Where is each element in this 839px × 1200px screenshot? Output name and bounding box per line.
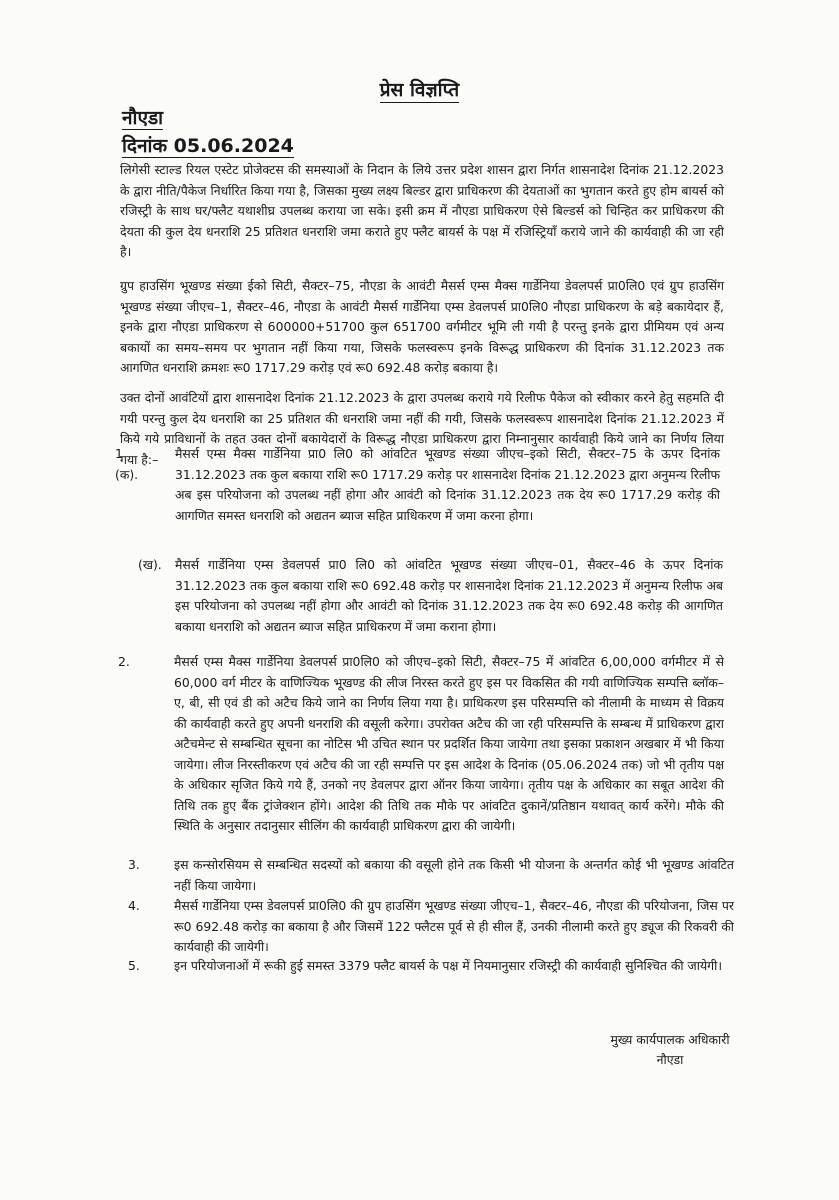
item-number: 1 (क). bbox=[115, 446, 139, 482]
item-text: मैसर्स एम्स मैक्स गार्डेनिया डेवलपर्स प्रा0लि0 को जीएच–इको सिटी, सैक्टर–75 में आंवटित 6,00,000 वर्गमीटर में से 60,000 वर्ग मीटर के वाणिज्यिक भूखण्ड की लीज निरस्त करते हुए इस पर विकसित की गयी वाणिज्यिक सम्पत्ति ब्लॉक–ए, बी, सी एवं डी को अटैच किये जाने का निर्णय लिया गया है। प्राधिकरण इस परिसम्पत्ति को नीलामी के माध्यम से विक्रय की कार्यवाही करते हुए अपनी धनराशि की वसूली करेगा। उपरोक्त अटैच की जा रही परिसम्पत्ति के सम्बन्ध में प्राधिकरण द्वारा अटैचमेन्ट से सम्बन्धित सूचना का नोटिस भी उचित स्थान पर प्रदर्शित किया जायेगा तथा इसका प्रकाशन अखबार में भी किया जायेगा। लीज निरस्तीकरण एवं अटैच की जा रही सम्पत्ति पर इस आदेश के दिनांक (05.06.2024 तक) जो भी तृतीय पक्ष के अधिकार सृजित किये गये हैं, उनको नए डेवलपर द्वारा ऑनर किया जायेगा। तृतीय पक्ष के अधिकार का सबूत आदेश की तिथि तक हुए बैंक ट्रांजेक्शन होंगे। आदेश की तिथि तक मौके पर आंवटित दुकानें/प्रतिष्ठान यथावत् कार्य करेंगे। मौके की स्थिति के अनुसार तदानुसार सीलिंग की कार्यवाही प्राधिकरण द्वारा की जायेगी। bbox=[174, 654, 724, 833]
paragraph-defaulters-details: ग्रुप हाउसिंग भूखण्ड संख्या ईको सिटी, सैक्टर–75, नौएडा के आवंटी मैसर्स एम्स मैक्स गार्डेनिया डेवलपर्स प्रा0लि0 एवं ग्रुप हाउसिंग भूखण्ड संख्या जीएच–1, सैक्टर–46, नौएडा के आवंटी मैसर्स गार्डेनिया एम्स डेवलपर्स प्रा0लि0 नौएडा प्राधिकरण के बड़े बकायेदार हैं, इनके द्वारा नौएडा प्राधिकरण से 600000+51700 कुल 651700 वर्गमीटर भूमि ली गयी है परन्तु इनके द्वारा प्रीमियम एवं अन्य बकायों का समय–समय पर भुगतान नहीं किया गया, जिसके फलस्वरूप इनके विरूद्ध प्राधिकरण की दिनांक 31.12.2023 तक आगणित धनराशि क्रमशः रू0 1717.29 करोड़ एवं रू0 692.48 करोड़ बकाया है। bbox=[120, 278, 724, 375]
issuing-office: नौएडा bbox=[122, 107, 164, 129]
paragraph-policy-background: लिगेसी स्टाल्ड रियल एस्टेट प्रोजेक्टस की समस्याओं के निदान के लिये उत्तर प्रदेश शासन द्वारा निर्गत शासनादेश दिनांक 21.12.2023 के द्वारा नीति/पैकेज निर्धारित किया गया है, जिसका मुख्य लक्ष्य बिल्डर द्वारा प्राधिकरण की देयताओं का भुगतान करते हुए होम बायर्स को रजिस्ट्री के साथ घर/फ्लैट यथाशीघ्र उपलब्ध कराया जा सके। इसी क्रम में नौएडा प्राधिकरण ऐसे बिल्डर्स को चिन्हित कर प्राधिकरण की देयता की कुल देय धनराशि 25 प्रतिशत धनराशि जमा कराते हुए फ्लैट बायर्स के पक्ष में रजिस्ट्रियाँ कराये जाने की कार्यवाही की जा रही है। bbox=[120, 162, 724, 259]
signatory-office: नौएडा bbox=[656, 1052, 684, 1067]
signatory-designation: मुख्य कार्यपालक अधिकारी bbox=[610, 1032, 730, 1047]
item-text: इस कन्सोरसियम से सम्बन्धित सदस्यों को बकाया की वसूली होने तक किसी भी योजना के अन्तर्गत कोई भी भूखण्ड आंवटित नहीं किया जायेगा। bbox=[174, 857, 734, 893]
paragraph-decision-intro: उक्त दोनों आवंटियों द्वारा शासनादेश दिनांक 21.12.2023 के द्वारा उपलब्ध कराये गये रिलीफ पैकेज को स्वीकार करने हेतु सहमति दी गयी परन्तु कुल देय धनराशि का 25 प्रतिशत की धनराशि जमा नहीं की गयी, जिसके फलस्वरूप शासनादेश दिनांक 21.12.2023 में किये गये प्राविधानों के तहत उक्त दोनों बकायेदारों के विरूद्ध नौएडा प्राधिकरण द्वारा निम्नानुसार कार्यवाही किये जाने का निर्णय लिया गया है:– bbox=[120, 390, 724, 467]
item-number: 3. bbox=[128, 857, 140, 872]
item-text: मैसर्स गार्डेनिया एम्स डेवलपर्स प्रा0 लि0 को आंवटित भूखण्ड संख्या जीएच–01, सैक्टर–46 के ऊपर दिनांक 31.12.2023 तक कुल बकाया राशि रू0 692.48 करोड़ पर शासनादेश दिनांक 21.12.2023 में अनुमन्य रिलीफ अब इस परियोजना को उपलब्ध नहीं होगा और आवंटी को दिनांक 31.12.2023 तक देय रू0 692.48 करोड़ की आगणित बकाया धनराशि को अद्यतन ब्याज सहित प्राधिकरण में जमा कराना होगा। bbox=[175, 557, 723, 634]
item-number: 4. bbox=[128, 898, 140, 913]
item-text: मैसर्स एम्स मैक्स गार्डेनिया प्रा0 लि0 को आंवटित भूखण्ड संख्या जीएच–इको सिटी, सैक्टर–75 के ऊपर दिनांक 31.12.2023 तक कुल बकाया राशि रू0 1717.29 करोड़ पर शासनादेश दिनांक 21.12.2023 द्वारा अनुमन्य रिलीफ अब इस परियोजना को उपलब्ध नहीं होगा और आवंटी को दिनांक 31.12.2023 तक देय रू0 1717.29 करोड़ की आगणित समस्त धनराशि को अद्यतन ब्याज सहित प्राधिकरण में जमा करना होगा। bbox=[175, 446, 720, 523]
item-text: इन परियोजनाओं में रूकी हुई समस्त 3379 फ्लैट बायर्स के पक्ष में नियमानुसार रजिस्ट्री की कार्यवाही सुनिश्चित की जायेगी। bbox=[174, 958, 723, 973]
item-number: 2. bbox=[118, 654, 130, 669]
item-text: मैसर्स गार्डेनिया एम्स डेवलपर्स प्रा0लि0 की ग्रुप हाउसिंग भूखण्ड संख्या जीएच–1, सैक्टर–46, नौएडा की परियोजना, जिस पर रू0 692.48 करोड़ का बकाया है और जिसमें 122 फ्लैटस पूर्व से ही सील हैं, उनकी नीलामी करते हुए ड्यूज की रिकवरी की कार्यवाही की जायेगी। bbox=[174, 898, 734, 954]
item-number: 5. bbox=[128, 958, 140, 973]
release-date: दिनांक 05.06.2024 bbox=[122, 135, 294, 157]
signature-block bbox=[590, 1030, 750, 1070]
document-title: प्रेस विज्ञप्ति bbox=[379, 79, 460, 101]
item-number: (ख). bbox=[138, 557, 162, 572]
